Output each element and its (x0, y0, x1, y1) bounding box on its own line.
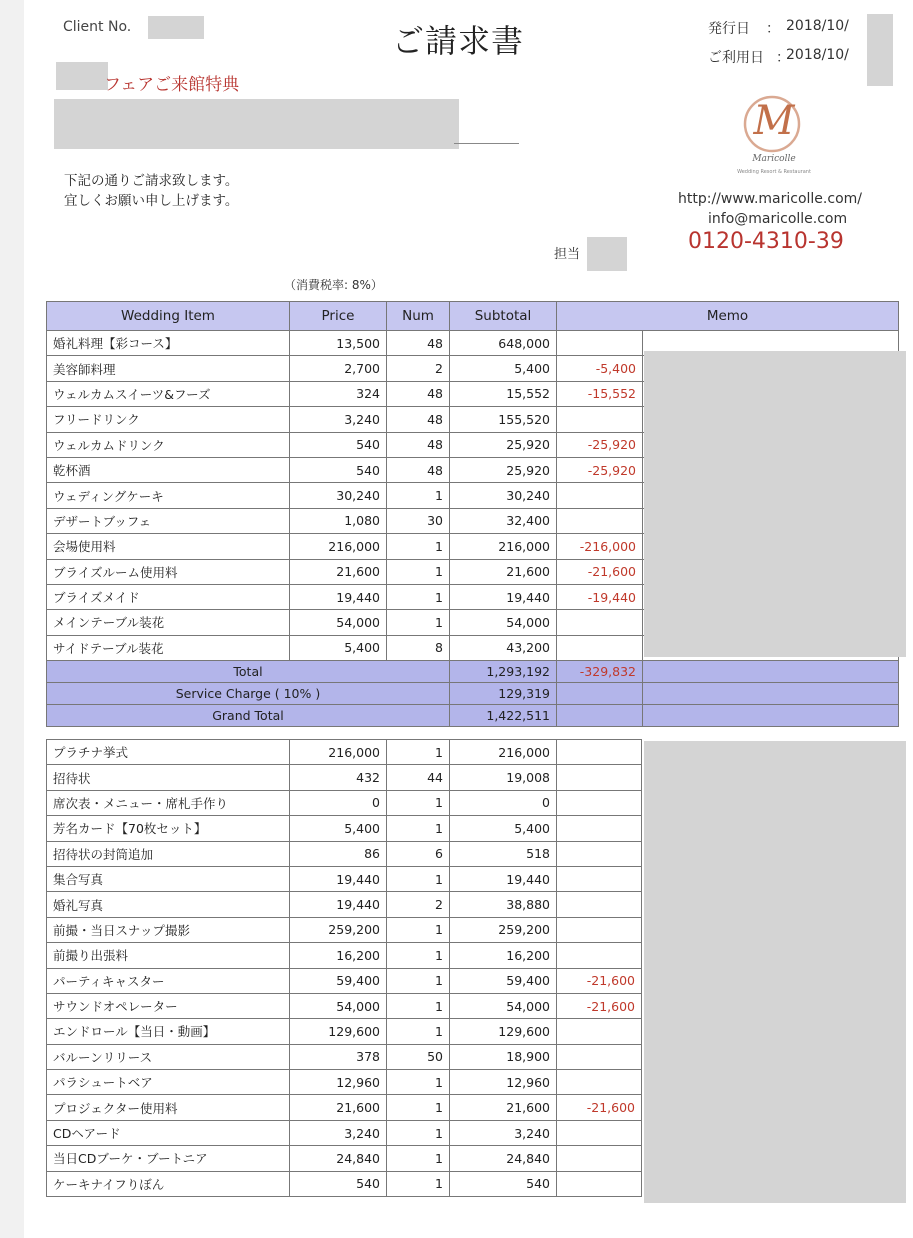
item-memo (557, 917, 642, 942)
item-name: 前撮り出張料 (47, 943, 290, 968)
item-num: 48 (387, 457, 450, 482)
item-name: ブライズメイド (47, 584, 290, 609)
table-row (47, 1044, 642, 1069)
item-subtotal: 25,920 (450, 457, 557, 482)
item-name: CDヘアード (47, 1120, 290, 1145)
item-subtotal: 129,600 (450, 1019, 557, 1044)
table-row (47, 1146, 642, 1171)
name-underline (454, 143, 519, 144)
item-memo (557, 1146, 642, 1171)
staff-redacted (587, 237, 627, 271)
item-name: デザートブッフェ (47, 508, 290, 533)
table-row (47, 943, 642, 968)
col-header-memo: Memo (557, 302, 899, 331)
item-memo: -15,552 (557, 381, 643, 406)
table-row (47, 841, 642, 866)
item-name: パラシュートベア (47, 1070, 290, 1095)
item-name: エンドロール【当日・動画】 (47, 1019, 290, 1044)
item-num: 50 (387, 1044, 450, 1069)
svg-text:Wedding Resort & Restaurant: Wedding Resort & Restaurant (737, 169, 811, 175)
item-price: 54,000 (290, 993, 387, 1018)
item-price: 540 (290, 457, 387, 482)
item-price: 1,080 (290, 508, 387, 533)
item-price: 30,240 (290, 483, 387, 508)
item-memo: -21,600 (557, 993, 642, 1018)
item-subtotal: 38,880 (450, 892, 557, 917)
item-memo: -5,400 (557, 356, 643, 381)
website-link[interactable]: http://www.maricolle.com/ (678, 191, 862, 207)
item-name: 前撮・当日スナップ撮影 (47, 917, 290, 942)
item-name: 乾杯酒 (47, 457, 290, 482)
item-subtotal: 216,000 (450, 740, 557, 765)
item-price: 378 (290, 1044, 387, 1069)
item-subtotal: 30,240 (450, 483, 557, 508)
item-name: プラチナ挙式 (47, 740, 290, 765)
item-num: 1 (387, 584, 450, 609)
item-subtotal: 16,200 (450, 943, 557, 968)
use-date: 2018/10/ (786, 47, 849, 63)
item-memo: -19,440 (557, 584, 643, 609)
item-price: 2,700 (290, 356, 387, 381)
item-name: フリードリンク (47, 407, 290, 432)
item-price: 0 (290, 790, 387, 815)
table-header-row (47, 302, 899, 331)
item-price: 12,960 (290, 1070, 387, 1095)
item-name: メインテーブル装花 (47, 610, 290, 635)
item-memo: -25,920 (557, 432, 643, 457)
service-charge-label: Service Charge ( 10% ) (47, 683, 450, 705)
item-price: 54,000 (290, 610, 387, 635)
item-subtotal: 540 (450, 1171, 557, 1196)
item-price: 324 (290, 381, 387, 406)
total-value: 1,293,192 (450, 661, 557, 683)
item-num: 44 (387, 765, 450, 790)
item-num: 1 (387, 1019, 450, 1044)
item-memo (557, 943, 642, 968)
item-name: 会場使用料 (47, 534, 290, 559)
item-memo: -216,000 (557, 534, 643, 559)
item-memo (557, 483, 643, 508)
col-header-num: Num (387, 302, 450, 331)
table-row (47, 816, 642, 841)
grand-total-row (47, 705, 899, 727)
table-row (47, 1171, 642, 1196)
memo-redacted-2 (644, 741, 906, 1203)
item-price: 21,600 (290, 559, 387, 584)
item-subtotal: 259,200 (450, 917, 557, 942)
item-name: 席次表・メニュー・席札手作り (47, 790, 290, 815)
item-num: 48 (387, 432, 450, 457)
item-num: 8 (387, 635, 450, 660)
item-num: 1 (387, 968, 450, 993)
item-subtotal: 54,000 (450, 993, 557, 1018)
table-row (47, 993, 642, 1018)
phone-number: 0120-4310-39 (688, 229, 844, 254)
tax-rate-note: （消費税率: 8%） (284, 278, 383, 292)
email-link[interactable]: info@maricolle.com (708, 211, 848, 227)
item-name: ウェルカムスイーツ&フーズ (47, 381, 290, 406)
item-num: 1 (387, 1146, 450, 1171)
item-memo (557, 892, 642, 917)
item-num: 1 (387, 610, 450, 635)
item-num: 1 (387, 790, 450, 815)
invoice-title: ご請求書 (392, 22, 525, 60)
item-subtotal: 24,840 (450, 1146, 557, 1171)
item-memo: -21,600 (557, 968, 642, 993)
item-price: 259,200 (290, 917, 387, 942)
grand-total-value: 1,422,511 (450, 705, 557, 727)
item-price: 129,600 (290, 1019, 387, 1044)
item-price: 432 (290, 765, 387, 790)
item-memo (557, 508, 643, 533)
item-price: 19,440 (290, 892, 387, 917)
item-num: 48 (387, 331, 450, 356)
grand-total-label: Grand Total (47, 705, 450, 727)
fair-benefit-title: フェアご来館特典 (104, 75, 240, 95)
item-subtotal: 19,008 (450, 765, 557, 790)
item-name: 招待状の封筒追加 (47, 841, 290, 866)
table-row (47, 917, 642, 942)
table-row (47, 1070, 642, 1095)
issue-date: 2018/10/ (786, 18, 849, 34)
item-num: 2 (387, 356, 450, 381)
item-memo (557, 1070, 642, 1095)
total-row (47, 661, 899, 683)
table-row (47, 1095, 642, 1120)
item-subtotal: 21,600 (450, 559, 557, 584)
item-memo: -25,920 (557, 457, 643, 482)
item-subtotal: 518 (450, 841, 557, 866)
item-name: 美容師料理 (47, 356, 290, 381)
staff-label: 担当 (554, 247, 581, 262)
item-num: 1 (387, 1171, 450, 1196)
table-row (47, 790, 642, 815)
date-redacted (867, 14, 893, 86)
item-price: 216,000 (290, 534, 387, 559)
item-name: 招待状 (47, 765, 290, 790)
col-header-price: Price (290, 302, 387, 331)
option-items-table (46, 739, 642, 1197)
item-subtotal: 19,440 (450, 584, 557, 609)
item-num: 2 (387, 892, 450, 917)
item-num: 6 (387, 841, 450, 866)
item-subtotal: 0 (450, 790, 557, 815)
maricolle-logo (724, 82, 824, 182)
total-memo: -329,832 (557, 661, 643, 683)
item-num: 1 (387, 816, 450, 841)
item-num: 1 (387, 1095, 450, 1120)
item-price: 59,400 (290, 968, 387, 993)
client-no-label: Client No. (63, 19, 132, 35)
intro-text: 下記の通りご請求致します。 宜しくお願い申し上げます。 (64, 173, 239, 209)
item-price: 19,440 (290, 584, 387, 609)
item-num: 30 (387, 508, 450, 533)
item-memo (557, 790, 642, 815)
item-name: プロジェクター使用料 (47, 1095, 290, 1120)
item-price: 3,240 (290, 407, 387, 432)
item-name: バルーンリリース (47, 1044, 290, 1069)
item-num: 1 (387, 1070, 450, 1095)
col-header-item: Wedding Item (47, 302, 290, 331)
item-subtotal: 25,920 (450, 432, 557, 457)
item-subtotal: 216,000 (450, 534, 557, 559)
item-num: 1 (387, 866, 450, 891)
item-price: 216,000 (290, 740, 387, 765)
svg-text:M: M (753, 98, 795, 144)
item-subtotal: 5,400 (450, 356, 557, 381)
item-memo: -21,600 (557, 1095, 642, 1120)
item-memo (557, 740, 642, 765)
item-price: 24,840 (290, 1146, 387, 1171)
use-date-label: ご利用日 (708, 50, 764, 66)
item-memo: -21,600 (557, 559, 643, 584)
item-name: パーティキャスター (47, 968, 290, 993)
table-row (47, 892, 642, 917)
client-no-redacted (148, 16, 204, 39)
memo-redacted-1 (644, 351, 906, 657)
item-memo (557, 1120, 642, 1145)
total-label: Total (47, 661, 450, 683)
item-subtotal: 54,000 (450, 610, 557, 635)
item-subtotal: 21,600 (450, 1095, 557, 1120)
item-name: 芳名カード【70枚セット】 (47, 816, 290, 841)
svg-text:Maricolle: Maricolle (752, 154, 796, 164)
table-row (47, 866, 642, 891)
item-subtotal: 648,000 (450, 331, 557, 356)
item-name: サイドテーブル装花 (47, 635, 290, 660)
item-memo (557, 1044, 642, 1069)
table-row (47, 1120, 642, 1145)
item-name: ウェディングケーキ (47, 483, 290, 508)
item-memo (557, 841, 642, 866)
item-memo (557, 407, 643, 432)
item-name: サウンドオペレーター (47, 993, 290, 1018)
item-price: 5,400 (290, 816, 387, 841)
item-name: ケーキナイフりぼん (47, 1171, 290, 1196)
issue-date-label: 発行日 (708, 21, 750, 37)
item-memo (557, 331, 643, 356)
item-price: 16,200 (290, 943, 387, 968)
item-memo (557, 1171, 642, 1196)
item-subtotal: 59,400 (450, 968, 557, 993)
table-row (47, 765, 642, 790)
item-price: 13,500 (290, 331, 387, 356)
item-num: 1 (387, 1120, 450, 1145)
item-price: 21,600 (290, 1095, 387, 1120)
item-num: 1 (387, 483, 450, 508)
item-num: 48 (387, 381, 450, 406)
item-num: 1 (387, 943, 450, 968)
table-row (47, 740, 642, 765)
col-header-subtotal: Subtotal (450, 302, 557, 331)
item-subtotal: 12,960 (450, 1070, 557, 1095)
item-subtotal: 19,440 (450, 866, 557, 891)
service-charge-value: 129,319 (450, 683, 557, 705)
item-num: 1 (387, 917, 450, 942)
customer-name-redacted (54, 99, 459, 149)
item-memo (557, 765, 642, 790)
item-memo (557, 816, 642, 841)
item-price: 540 (290, 1171, 387, 1196)
item-num: 1 (387, 993, 450, 1018)
item-num: 1 (387, 559, 450, 584)
item-num: 1 (387, 534, 450, 559)
table-row (47, 1019, 642, 1044)
item-memo (557, 635, 643, 660)
item-name: 当日CDブーケ・ブートニア (47, 1146, 290, 1171)
item-subtotal: 3,240 (450, 1120, 557, 1145)
item-price: 19,440 (290, 866, 387, 891)
item-name: 集合写真 (47, 866, 290, 891)
item-memo (557, 1019, 642, 1044)
item-subtotal: 5,400 (450, 816, 557, 841)
item-num: 1 (387, 740, 450, 765)
item-memo (557, 610, 643, 635)
item-name: 婚礼料理【彩コース】 (47, 331, 290, 356)
service-charge-row (47, 683, 899, 705)
item-price: 540 (290, 432, 387, 457)
invoice-page: Client No. ご請求書 発行日 ： 2018/10/ ご利用日 ： 2018/10/ フェアご来館特典 下記の通りご請求致します。 宜しくお願い申し上げます。 M Maricolle Wedding Resort & Restaurant http://www.maricolle.com/ info@maricolle.com 0120-4310-39 担当 （消費税率: 8%） Wedding Item Price Num Subtotal Memo 婚礼料理【彩コース】 13,500 48 648,000 美容師料理 2,700 2 5,400 -5,400 ウェルカムスイーツ&フーズ 324 48 15,552 -15,552 フリードリンク 3,240 48 155,520 ウェルカムドリンク 540 48 25,920 -25,920 乾杯酒 540 48 25,920 -25,920 ウェディングケーキ 30,240 1 30,240 デザートブッフェ 1,080 30 32,400 会場使用料 216,000 1 216,000 -216,000 ブライズルーム使用料 21,600 1 21,600 -21,600 ブライズメイド 19,440 1 19,440 -19,440 メインテーブル装花 54,000 1 54,000 サイドテーブル装花 5,400 8 43,200 Total 1,293,192 -329,832 Service Charge ( 10% ) 129,319 Grand Total 1,422,511 プラチナ挙式 216,000 1 216,000 招待状 432 44 19,008 席次表・メニュー・席札手作り 0 1 0 芳名カード【70枚セット】 5,400 1 5,400 招待状の封筒追加 86 6 518 集合写真 19,440 1 19,440 婚礼写真 19,440 2 38,880 前撮・当日スナップ撮影 259,200 1 259,200 前撮り出張料 16,200 1 16,200 パーティキャスター 59,400 1 59,400 -21,600 サウンドオペレーター 54,000 1 54,000 -21,600 エンドロール【当日・動画】 129,600 1 129,600 バルーンリリース 378 50 18,900 パラシュートベア 12,960 1 12,960 プロジェクター使用料 21,600 1 21,600 -21,600 CDヘアード 3,240 1 3,240 当日CDブーケ・ブートニア 24,840 1 24,840 ケーキナイフりぼん 540 1 540 (24, 0, 913, 1238)
item-price: 3,240 (290, 1120, 387, 1145)
item-name: ウェルカムドリンク (47, 432, 290, 457)
item-subtotal: 15,552 (450, 381, 557, 406)
item-memo (557, 866, 642, 891)
item-subtotal: 18,900 (450, 1044, 557, 1069)
item-num: 48 (387, 407, 450, 432)
item-subtotal: 32,400 (450, 508, 557, 533)
item-price: 5,400 (290, 635, 387, 660)
item-price: 86 (290, 841, 387, 866)
item-name: 婚礼写真 (47, 892, 290, 917)
fair-prefix-redacted (56, 62, 108, 90)
table-row (47, 968, 642, 993)
item-subtotal: 155,520 (450, 407, 557, 432)
item-name: ブライズルーム使用料 (47, 559, 290, 584)
item-subtotal: 43,200 (450, 635, 557, 660)
